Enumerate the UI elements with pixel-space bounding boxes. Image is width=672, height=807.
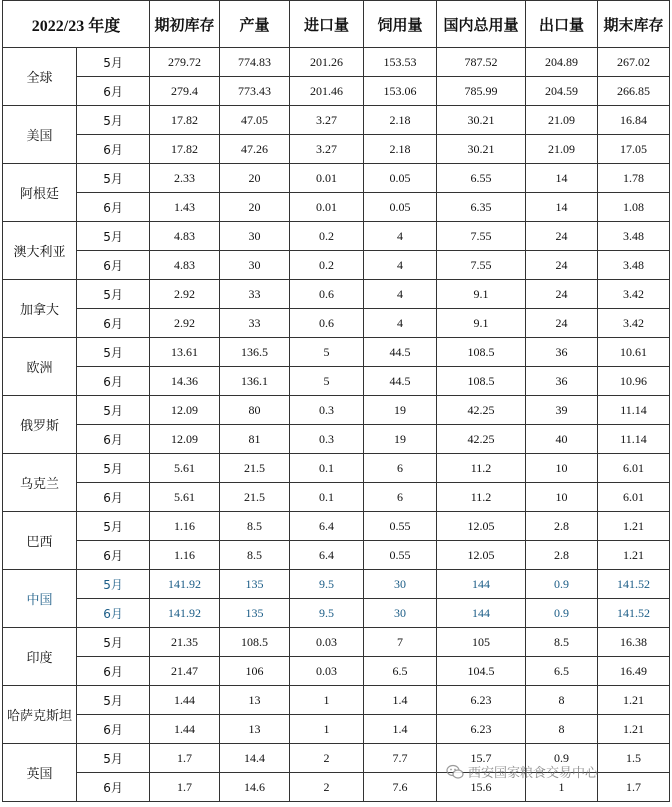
opening-stock-cell: 2.92 — [150, 280, 220, 309]
feed-use-cell: 44.5 — [364, 338, 437, 367]
imports-cell: 6.4 — [290, 512, 364, 541]
domestic-use-cell: 30.21 — [437, 106, 526, 135]
feed-use-cell: 0.55 — [364, 541, 437, 570]
exports-cell: 1 — [526, 773, 598, 802]
month-cell: 6月 — [77, 773, 150, 802]
header-production: 产量 — [220, 1, 290, 48]
header-domestic-use: 国内总用量 — [437, 1, 526, 48]
watermark — [446, 762, 598, 781]
domestic-use-cell: 144 — [437, 570, 526, 599]
domestic-use-cell: 30.21 — [437, 135, 526, 164]
month-cell: 5月 — [77, 280, 150, 309]
feed-use-cell: 30 — [364, 599, 437, 628]
production-cell: 47.05 — [220, 106, 290, 135]
opening-stock-cell: 17.82 — [150, 106, 220, 135]
opening-stock-cell: 1.44 — [150, 686, 220, 715]
opening-stock-cell: 12.09 — [150, 425, 220, 454]
opening-stock-cell: 1.44 — [150, 715, 220, 744]
ending-stock-cell: 267.02 — [598, 48, 670, 77]
domestic-use-cell: 12.05 — [437, 512, 526, 541]
opening-stock-cell: 21.47 — [150, 657, 220, 686]
feed-use-cell: 153.53 — [364, 48, 437, 77]
production-cell: 108.5 — [220, 628, 290, 657]
header-ending-stock: 期末库存 — [598, 1, 670, 48]
imports-cell: 1 — [290, 686, 364, 715]
feed-use-cell: 0.05 — [364, 193, 437, 222]
opening-stock-cell: 1.43 — [150, 193, 220, 222]
imports-cell: 0.6 — [290, 309, 364, 338]
table-row — [3, 106, 670, 135]
country-cell: 乌克兰 — [3, 454, 77, 512]
production-cell: 21.5 — [220, 483, 290, 512]
production-cell: 14.4 — [220, 744, 290, 773]
domestic-use-cell: 7.55 — [437, 222, 526, 251]
opening-stock-cell: 14.36 — [150, 367, 220, 396]
table-row — [3, 309, 670, 338]
imports-cell: 2 — [290, 773, 364, 802]
domestic-use-cell: 787.52 — [437, 48, 526, 77]
domestic-use-cell: 108.5 — [437, 367, 526, 396]
exports-cell: 8.5 — [526, 628, 598, 657]
exports-cell: 204.59 — [526, 77, 598, 106]
country-cell: 中国 — [3, 570, 77, 628]
opening-stock-cell: 21.35 — [150, 628, 220, 657]
table-row — [3, 193, 670, 222]
domestic-use-cell: 9.1 — [437, 280, 526, 309]
exports-cell: 24 — [526, 251, 598, 280]
exports-cell: 2.8 — [526, 541, 598, 570]
table-row — [3, 135, 670, 164]
production-cell: 13 — [220, 686, 290, 715]
domestic-use-cell: 6.35 — [437, 193, 526, 222]
ending-stock-cell: 1.78 — [598, 164, 670, 193]
ending-stock-cell: 10.61 — [598, 338, 670, 367]
table-row — [3, 425, 670, 454]
ending-stock-cell: 1.21 — [598, 512, 670, 541]
opening-stock-cell: 2.33 — [150, 164, 220, 193]
production-cell: 33 — [220, 309, 290, 338]
month-cell: 6月 — [77, 657, 150, 686]
ending-stock-cell: 1.7 — [598, 773, 670, 802]
table-row — [3, 454, 670, 483]
exports-cell: 0.9 — [526, 570, 598, 599]
feed-use-cell: 0.55 — [364, 512, 437, 541]
domestic-use-cell: 15.7 — [437, 744, 526, 773]
country-cell: 澳大利亚 — [3, 222, 77, 280]
table-row — [3, 251, 670, 280]
production-cell: 30 — [220, 251, 290, 280]
feed-use-cell: 4 — [364, 280, 437, 309]
country-cell: 印度 — [3, 628, 77, 686]
feed-use-cell: 7.7 — [364, 744, 437, 773]
month-cell: 6月 — [77, 483, 150, 512]
ending-stock-cell: 11.14 — [598, 425, 670, 454]
production-cell: 773.43 — [220, 77, 290, 106]
imports-cell: 201.26 — [290, 48, 364, 77]
exports-cell: 21.09 — [526, 135, 598, 164]
wechat-icon — [446, 764, 464, 780]
opening-stock-cell: 4.83 — [150, 222, 220, 251]
table-row — [3, 512, 670, 541]
production-cell: 135 — [220, 599, 290, 628]
exports-cell: 21.09 — [526, 106, 598, 135]
ending-stock-cell: 3.48 — [598, 222, 670, 251]
table-row — [3, 222, 670, 251]
domestic-use-cell: 12.05 — [437, 541, 526, 570]
domestic-use-cell: 6.55 — [437, 164, 526, 193]
table-row — [3, 280, 670, 309]
exports-cell: 0.9 — [526, 744, 598, 773]
production-cell: 135 — [220, 570, 290, 599]
month-cell: 6月 — [77, 541, 150, 570]
production-cell: 20 — [220, 193, 290, 222]
domestic-use-cell: 144 — [437, 599, 526, 628]
opening-stock-cell: 279.72 — [150, 48, 220, 77]
feed-use-cell: 19 — [364, 425, 437, 454]
table-row — [3, 77, 670, 106]
imports-cell: 0.1 — [290, 454, 364, 483]
wheat-balance-table — [2, 0, 670, 802]
domestic-use-cell: 108.5 — [437, 338, 526, 367]
exports-cell: 39 — [526, 396, 598, 425]
exports-cell: 0.9 — [526, 599, 598, 628]
country-cell: 阿根廷 — [3, 164, 77, 222]
exports-cell: 24 — [526, 222, 598, 251]
ending-stock-cell: 141.52 — [598, 599, 670, 628]
production-cell: 30 — [220, 222, 290, 251]
imports-cell: 1 — [290, 715, 364, 744]
feed-use-cell: 7.6 — [364, 773, 437, 802]
table-row — [3, 570, 670, 599]
month-cell: 5月 — [77, 512, 150, 541]
wheat-balance-table-container — [2, 0, 670, 802]
domestic-use-cell: 7.55 — [437, 251, 526, 280]
opening-stock-cell: 141.92 — [150, 570, 220, 599]
ending-stock-cell: 16.49 — [598, 657, 670, 686]
opening-stock-cell: 1.16 — [150, 512, 220, 541]
imports-cell: 0.1 — [290, 483, 364, 512]
exports-cell: 10 — [526, 483, 598, 512]
opening-stock-cell: 279.4 — [150, 77, 220, 106]
table-body — [3, 48, 670, 802]
domestic-use-cell: 42.25 — [437, 396, 526, 425]
table-row — [3, 367, 670, 396]
feed-use-cell: 6 — [364, 454, 437, 483]
imports-cell: 3.27 — [290, 106, 364, 135]
domestic-use-cell: 11.2 — [437, 483, 526, 512]
country-cell: 英国 — [3, 744, 77, 802]
country-cell: 巴西 — [3, 512, 77, 570]
domestic-use-cell: 9.1 — [437, 309, 526, 338]
opening-stock-cell: 5.61 — [150, 483, 220, 512]
imports-cell: 0.2 — [290, 251, 364, 280]
imports-cell: 0.6 — [290, 280, 364, 309]
opening-stock-cell: 141.92 — [150, 599, 220, 628]
opening-stock-cell: 17.82 — [150, 135, 220, 164]
country-cell: 美国 — [3, 106, 77, 164]
exports-cell: 36 — [526, 367, 598, 396]
exports-cell: 40 — [526, 425, 598, 454]
header-opening-stock: 期初库存 — [150, 1, 220, 48]
production-cell: 8.5 — [220, 512, 290, 541]
production-cell: 774.83 — [220, 48, 290, 77]
production-cell: 13 — [220, 715, 290, 744]
table-row — [3, 715, 670, 744]
domestic-use-cell: 105 — [437, 628, 526, 657]
imports-cell: 2 — [290, 744, 364, 773]
opening-stock-cell: 12.09 — [150, 396, 220, 425]
table-row — [3, 48, 670, 77]
ending-stock-cell: 1.21 — [598, 715, 670, 744]
month-cell: 6月 — [77, 367, 150, 396]
imports-cell: 9.5 — [290, 599, 364, 628]
month-cell: 6月 — [77, 193, 150, 222]
month-cell: 5月 — [77, 164, 150, 193]
month-cell: 5月 — [77, 454, 150, 483]
feed-use-cell: 19 — [364, 396, 437, 425]
feed-use-cell: 4 — [364, 251, 437, 280]
production-cell: 33 — [220, 280, 290, 309]
exports-cell: 24 — [526, 309, 598, 338]
watermark-text: 西安国家粮食交易中心 — [468, 766, 599, 781]
header-row — [3, 1, 670, 48]
header-feed-use: 饲用量 — [364, 1, 437, 48]
production-cell: 81 — [220, 425, 290, 454]
imports-cell: 5 — [290, 338, 364, 367]
imports-cell: 3.27 — [290, 135, 364, 164]
month-cell: 5月 — [77, 222, 150, 251]
header-season: 2022/23 年度 — [3, 1, 150, 48]
feed-use-cell: 1.4 — [364, 715, 437, 744]
ending-stock-cell: 16.38 — [598, 628, 670, 657]
table-row — [3, 686, 670, 715]
exports-cell: 6.5 — [526, 657, 598, 686]
table-row — [3, 541, 670, 570]
feed-use-cell: 44.5 — [364, 367, 437, 396]
exports-cell: 204.89 — [526, 48, 598, 77]
header-exports: 出口量 — [526, 1, 598, 48]
feed-use-cell: 2.18 — [364, 106, 437, 135]
imports-cell: 5 — [290, 367, 364, 396]
exports-cell: 36 — [526, 338, 598, 367]
ending-stock-cell: 3.42 — [598, 280, 670, 309]
production-cell: 21.5 — [220, 454, 290, 483]
month-cell: 5月 — [77, 48, 150, 77]
domestic-use-cell: 785.99 — [437, 77, 526, 106]
imports-cell: 0.01 — [290, 193, 364, 222]
imports-cell: 6.4 — [290, 541, 364, 570]
ending-stock-cell: 3.42 — [598, 309, 670, 338]
country-cell: 全球 — [3, 48, 77, 106]
month-cell: 6月 — [77, 135, 150, 164]
feed-use-cell: 4 — [364, 309, 437, 338]
opening-stock-cell: 1.7 — [150, 744, 220, 773]
opening-stock-cell: 13.61 — [150, 338, 220, 367]
domestic-use-cell: 15.6 — [437, 773, 526, 802]
ending-stock-cell: 6.01 — [598, 483, 670, 512]
imports-cell: 0.2 — [290, 222, 364, 251]
table-row — [3, 628, 670, 657]
ending-stock-cell: 11.14 — [598, 396, 670, 425]
month-cell: 5月 — [77, 744, 150, 773]
imports-cell: 0.3 — [290, 425, 364, 454]
exports-cell: 10 — [526, 454, 598, 483]
month-cell: 6月 — [77, 251, 150, 280]
exports-cell: 14 — [526, 164, 598, 193]
table-row — [3, 657, 670, 686]
feed-use-cell: 2.18 — [364, 135, 437, 164]
country-cell: 欧洲 — [3, 338, 77, 396]
imports-cell: 201.46 — [290, 77, 364, 106]
ending-stock-cell: 10.96 — [598, 367, 670, 396]
feed-use-cell: 30 — [364, 570, 437, 599]
ending-stock-cell: 141.52 — [598, 570, 670, 599]
month-cell: 5月 — [77, 686, 150, 715]
ending-stock-cell: 1.21 — [598, 686, 670, 715]
domestic-use-cell: 42.25 — [437, 425, 526, 454]
domestic-use-cell: 104.5 — [437, 657, 526, 686]
domestic-use-cell: 11.2 — [437, 454, 526, 483]
opening-stock-cell: 5.61 — [150, 454, 220, 483]
month-cell: 5月 — [77, 570, 150, 599]
month-cell: 5月 — [77, 106, 150, 135]
imports-cell: 0.03 — [290, 628, 364, 657]
exports-cell: 8 — [526, 686, 598, 715]
ending-stock-cell: 3.48 — [598, 251, 670, 280]
month-cell: 6月 — [77, 599, 150, 628]
opening-stock-cell: 1.16 — [150, 541, 220, 570]
imports-cell: 0.03 — [290, 657, 364, 686]
ending-stock-cell: 266.85 — [598, 77, 670, 106]
exports-cell: 8 — [526, 715, 598, 744]
ending-stock-cell: 16.84 — [598, 106, 670, 135]
ending-stock-cell: 1.21 — [598, 541, 670, 570]
imports-cell: 0.3 — [290, 396, 364, 425]
opening-stock-cell: 4.83 — [150, 251, 220, 280]
table-row — [3, 338, 670, 367]
month-cell: 5月 — [77, 628, 150, 657]
production-cell: 106 — [220, 657, 290, 686]
ending-stock-cell: 6.01 — [598, 454, 670, 483]
feed-use-cell: 0.05 — [364, 164, 437, 193]
month-cell: 5月 — [77, 396, 150, 425]
feed-use-cell: 6.5 — [364, 657, 437, 686]
table-row — [3, 396, 670, 425]
exports-cell: 2.8 — [526, 512, 598, 541]
production-cell: 14.6 — [220, 773, 290, 802]
feed-use-cell: 1.4 — [364, 686, 437, 715]
imports-cell: 9.5 — [290, 570, 364, 599]
opening-stock-cell: 1.7 — [150, 773, 220, 802]
ending-stock-cell: 1.5 — [598, 744, 670, 773]
production-cell: 136.1 — [220, 367, 290, 396]
country-cell: 加拿大 — [3, 280, 77, 338]
month-cell: 6月 — [77, 715, 150, 744]
month-cell: 6月 — [77, 309, 150, 338]
ending-stock-cell: 17.05 — [598, 135, 670, 164]
exports-cell: 14 — [526, 193, 598, 222]
table-row — [3, 599, 670, 628]
month-cell: 6月 — [77, 425, 150, 454]
domestic-use-cell: 6.23 — [437, 715, 526, 744]
domestic-use-cell: 6.23 — [437, 686, 526, 715]
exports-cell: 24 — [526, 280, 598, 309]
production-cell: 80 — [220, 396, 290, 425]
feed-use-cell: 6 — [364, 483, 437, 512]
imports-cell: 0.01 — [290, 164, 364, 193]
country-cell: 俄罗斯 — [3, 396, 77, 454]
table-row — [3, 483, 670, 512]
month-cell: 5月 — [77, 338, 150, 367]
opening-stock-cell: 2.92 — [150, 309, 220, 338]
header-imports: 进口量 — [290, 1, 364, 48]
production-cell: 47.26 — [220, 135, 290, 164]
ending-stock-cell: 1.08 — [598, 193, 670, 222]
feed-use-cell: 7 — [364, 628, 437, 657]
feed-use-cell: 4 — [364, 222, 437, 251]
production-cell: 136.5 — [220, 338, 290, 367]
month-cell: 6月 — [77, 77, 150, 106]
table-row — [3, 164, 670, 193]
production-cell: 20 — [220, 164, 290, 193]
production-cell: 8.5 — [220, 541, 290, 570]
country-cell: 哈萨克斯坦 — [3, 686, 77, 744]
feed-use-cell: 153.06 — [364, 77, 437, 106]
